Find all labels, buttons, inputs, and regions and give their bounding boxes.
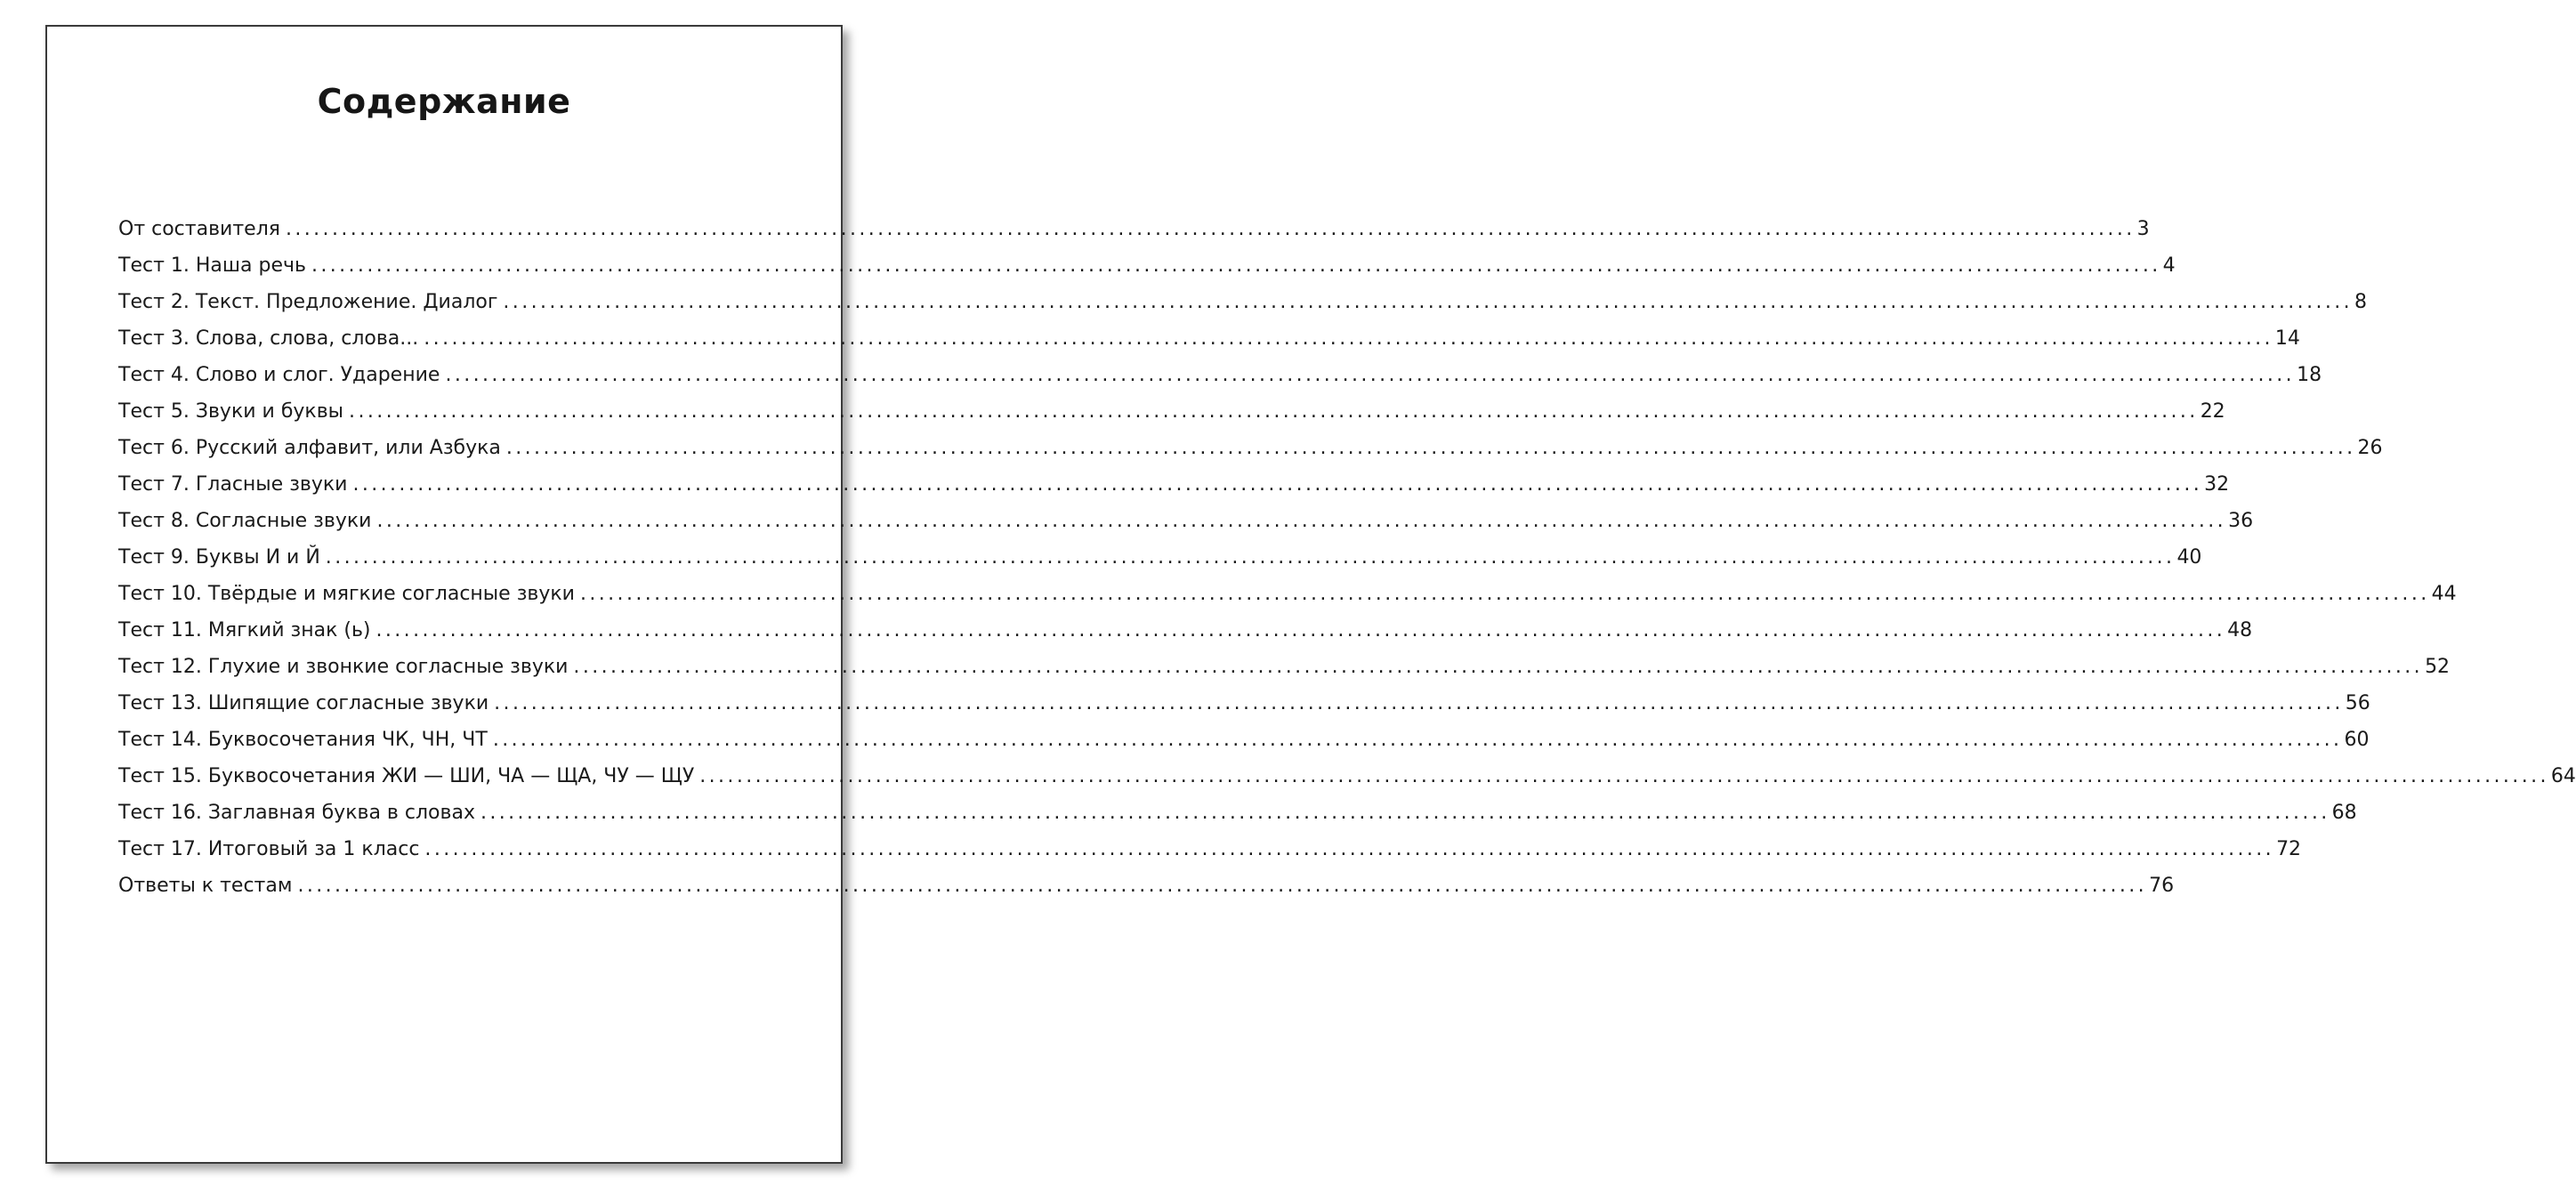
- toc-leader-dots: ........................................................................................................................................................................................................: [349, 400, 2199, 423]
- toc-entry: [118, 831, 2302, 867]
- toc-entry: [118, 393, 2225, 430]
- toc-entry-label: Тест 1. Наша речь: [118, 254, 306, 277]
- toc-entry-page-number: 72: [2276, 838, 2302, 860]
- toc-entry-page-number: 40: [2176, 546, 2202, 569]
- toc-entry: [118, 612, 2253, 649]
- toc-leader-dots: ........................................................................................................................................................................................................: [494, 692, 2344, 714]
- toc-leader-dots: ........................................................................................................................................................................................................: [573, 656, 2424, 678]
- toc-leader-dots: ........................................................................................................................................................................................................: [445, 364, 2296, 386]
- toc-leader-dots: ........................................................................................................................................................................................................: [376, 510, 2227, 532]
- toc-entry-label: Тест 4. Слово и слог. Ударение: [118, 364, 440, 386]
- toc-entry: [118, 649, 2451, 685]
- toc-leader-dots: ........................................................................................................................................................................................................: [505, 437, 2356, 459]
- toc-entry: [118, 539, 2202, 576]
- toc-leader-dots: ........................................................................................................................................................................................................: [352, 473, 2203, 496]
- toc-entry: [118, 466, 2230, 503]
- toc-entry-label: Ответы к тестам: [118, 875, 293, 897]
- toc-entry-page-number: 32: [2204, 473, 2230, 496]
- toc-entry: [118, 284, 2368, 320]
- toc-leader-dots: ........................................................................................................................................................................................................: [492, 729, 2343, 751]
- toc-entry-page-number: 56: [2345, 692, 2370, 714]
- toc-entry-label: Тест 7. Гласные звуки: [118, 473, 348, 496]
- toc-entry-label: Тест 15. Буквосочетания ЖИ — ШИ, ЧА — ЩА, ЧУ — ЩУ: [118, 765, 695, 787]
- toc-leader-dots: ........................................................................................................................................................................................................: [297, 875, 2148, 897]
- toc-entry-label: Тест 5. Звуки и буквы: [118, 400, 344, 423]
- toc-leader-dots: ........................................................................................................................................................................................................: [480, 802, 2330, 824]
- toc-entry: [118, 247, 2176, 284]
- toc-entry: [118, 685, 2370, 722]
- toc-entry-page-number: 60: [2344, 729, 2370, 751]
- toc-entry-page-number: 26: [2357, 437, 2383, 459]
- toc-entry-page-number: 22: [2200, 400, 2225, 423]
- toc-entry-label: Тест 9. Буквы И и Й: [118, 546, 320, 569]
- toc-entry-label: Тест 12. Глухие и звонкие согласные звуки: [118, 656, 569, 678]
- toc-entry-page-number: 76: [2149, 875, 2175, 897]
- toc-entry-page-number: 14: [2274, 327, 2300, 350]
- toc-leader-dots: ........................................................................................................................................................................................................: [579, 583, 2430, 605]
- toc-leader-dots: ........................................................................................................................................................................................................: [311, 254, 2161, 277]
- toc-entry: [118, 576, 2457, 612]
- toc-entry-page-number: 4: [2162, 254, 2176, 277]
- toc-entry-page-number: 3: [2136, 218, 2150, 240]
- toc-leader-dots: ........................................................................................................................................................................................................: [285, 218, 2136, 240]
- toc-entry-label: Тест 11. Мягкий знак (ь): [118, 619, 371, 641]
- toc-entry-label: Тест 6. Русский алфавит, или Азбука: [118, 437, 501, 459]
- toc-entry-label: Тест 16. Заглавная буква в словах: [118, 802, 475, 824]
- toc-entry-label: Тест 14. Буквосочетания ЧК, ЧН, ЧТ: [118, 729, 488, 751]
- toc-leader-dots: ........................................................................................................................................................................................................: [375, 619, 2226, 641]
- toc-entry-label: Тест 10. Твёрдые и мягкие согласные звуки: [118, 583, 575, 605]
- toc-entry: [118, 357, 2322, 393]
- document-page: [45, 25, 2576, 1164]
- toc-entry: [118, 430, 2383, 466]
- toc-entry-label: Тест 17. Итоговый за 1 класс: [118, 838, 420, 860]
- toc-entry: [118, 867, 2175, 904]
- page-title: Содержание: [317, 82, 571, 121]
- toc-entry-label: Тест 2. Текст. Предложение. Диалог: [118, 291, 498, 313]
- toc-entry-label: Тест 13. Шипящие согласные звуки: [118, 692, 489, 714]
- toc-entry: [118, 211, 2150, 247]
- toc-entry-page-number: 68: [2331, 802, 2357, 824]
- toc-entry-label: Тест 8. Согласные звуки: [118, 510, 372, 532]
- toc-entry-page-number: 36: [2228, 510, 2254, 532]
- toc-entry-page-number: 48: [2227, 619, 2253, 641]
- toc-entry: [118, 758, 2576, 795]
- toc-leader-dots: ........................................................................................................................................................................................................: [424, 838, 2275, 860]
- toc-leader-dots: ........................................................................................................................................................................................................: [699, 765, 2549, 787]
- toc-entry-page-number: 52: [2425, 656, 2451, 678]
- toc-entry: [118, 320, 2300, 357]
- toc-entry-label: От составителя: [118, 218, 280, 240]
- toc-entry: [118, 795, 2357, 831]
- toc-entry: [118, 722, 2370, 758]
- toc-leader-dots: ........................................................................................................................................................................................................: [424, 327, 2273, 350]
- toc-entry-page-number: 44: [2431, 583, 2457, 605]
- table-of-contents: [118, 211, 2576, 904]
- toc-entry-page-number: 18: [2297, 364, 2322, 386]
- toc-entry-page-number: 8: [2354, 291, 2368, 313]
- toc-leader-dots: ........................................................................................................................................................................................................: [325, 546, 2176, 569]
- toc-leader-dots: ........................................................................................................................................................................................................: [503, 291, 2354, 313]
- toc-entry-label: Тест 3. Слова, слова, слова...: [118, 327, 419, 350]
- toc-entry-page-number: 64: [2550, 765, 2576, 787]
- toc-entry: [118, 503, 2254, 539]
